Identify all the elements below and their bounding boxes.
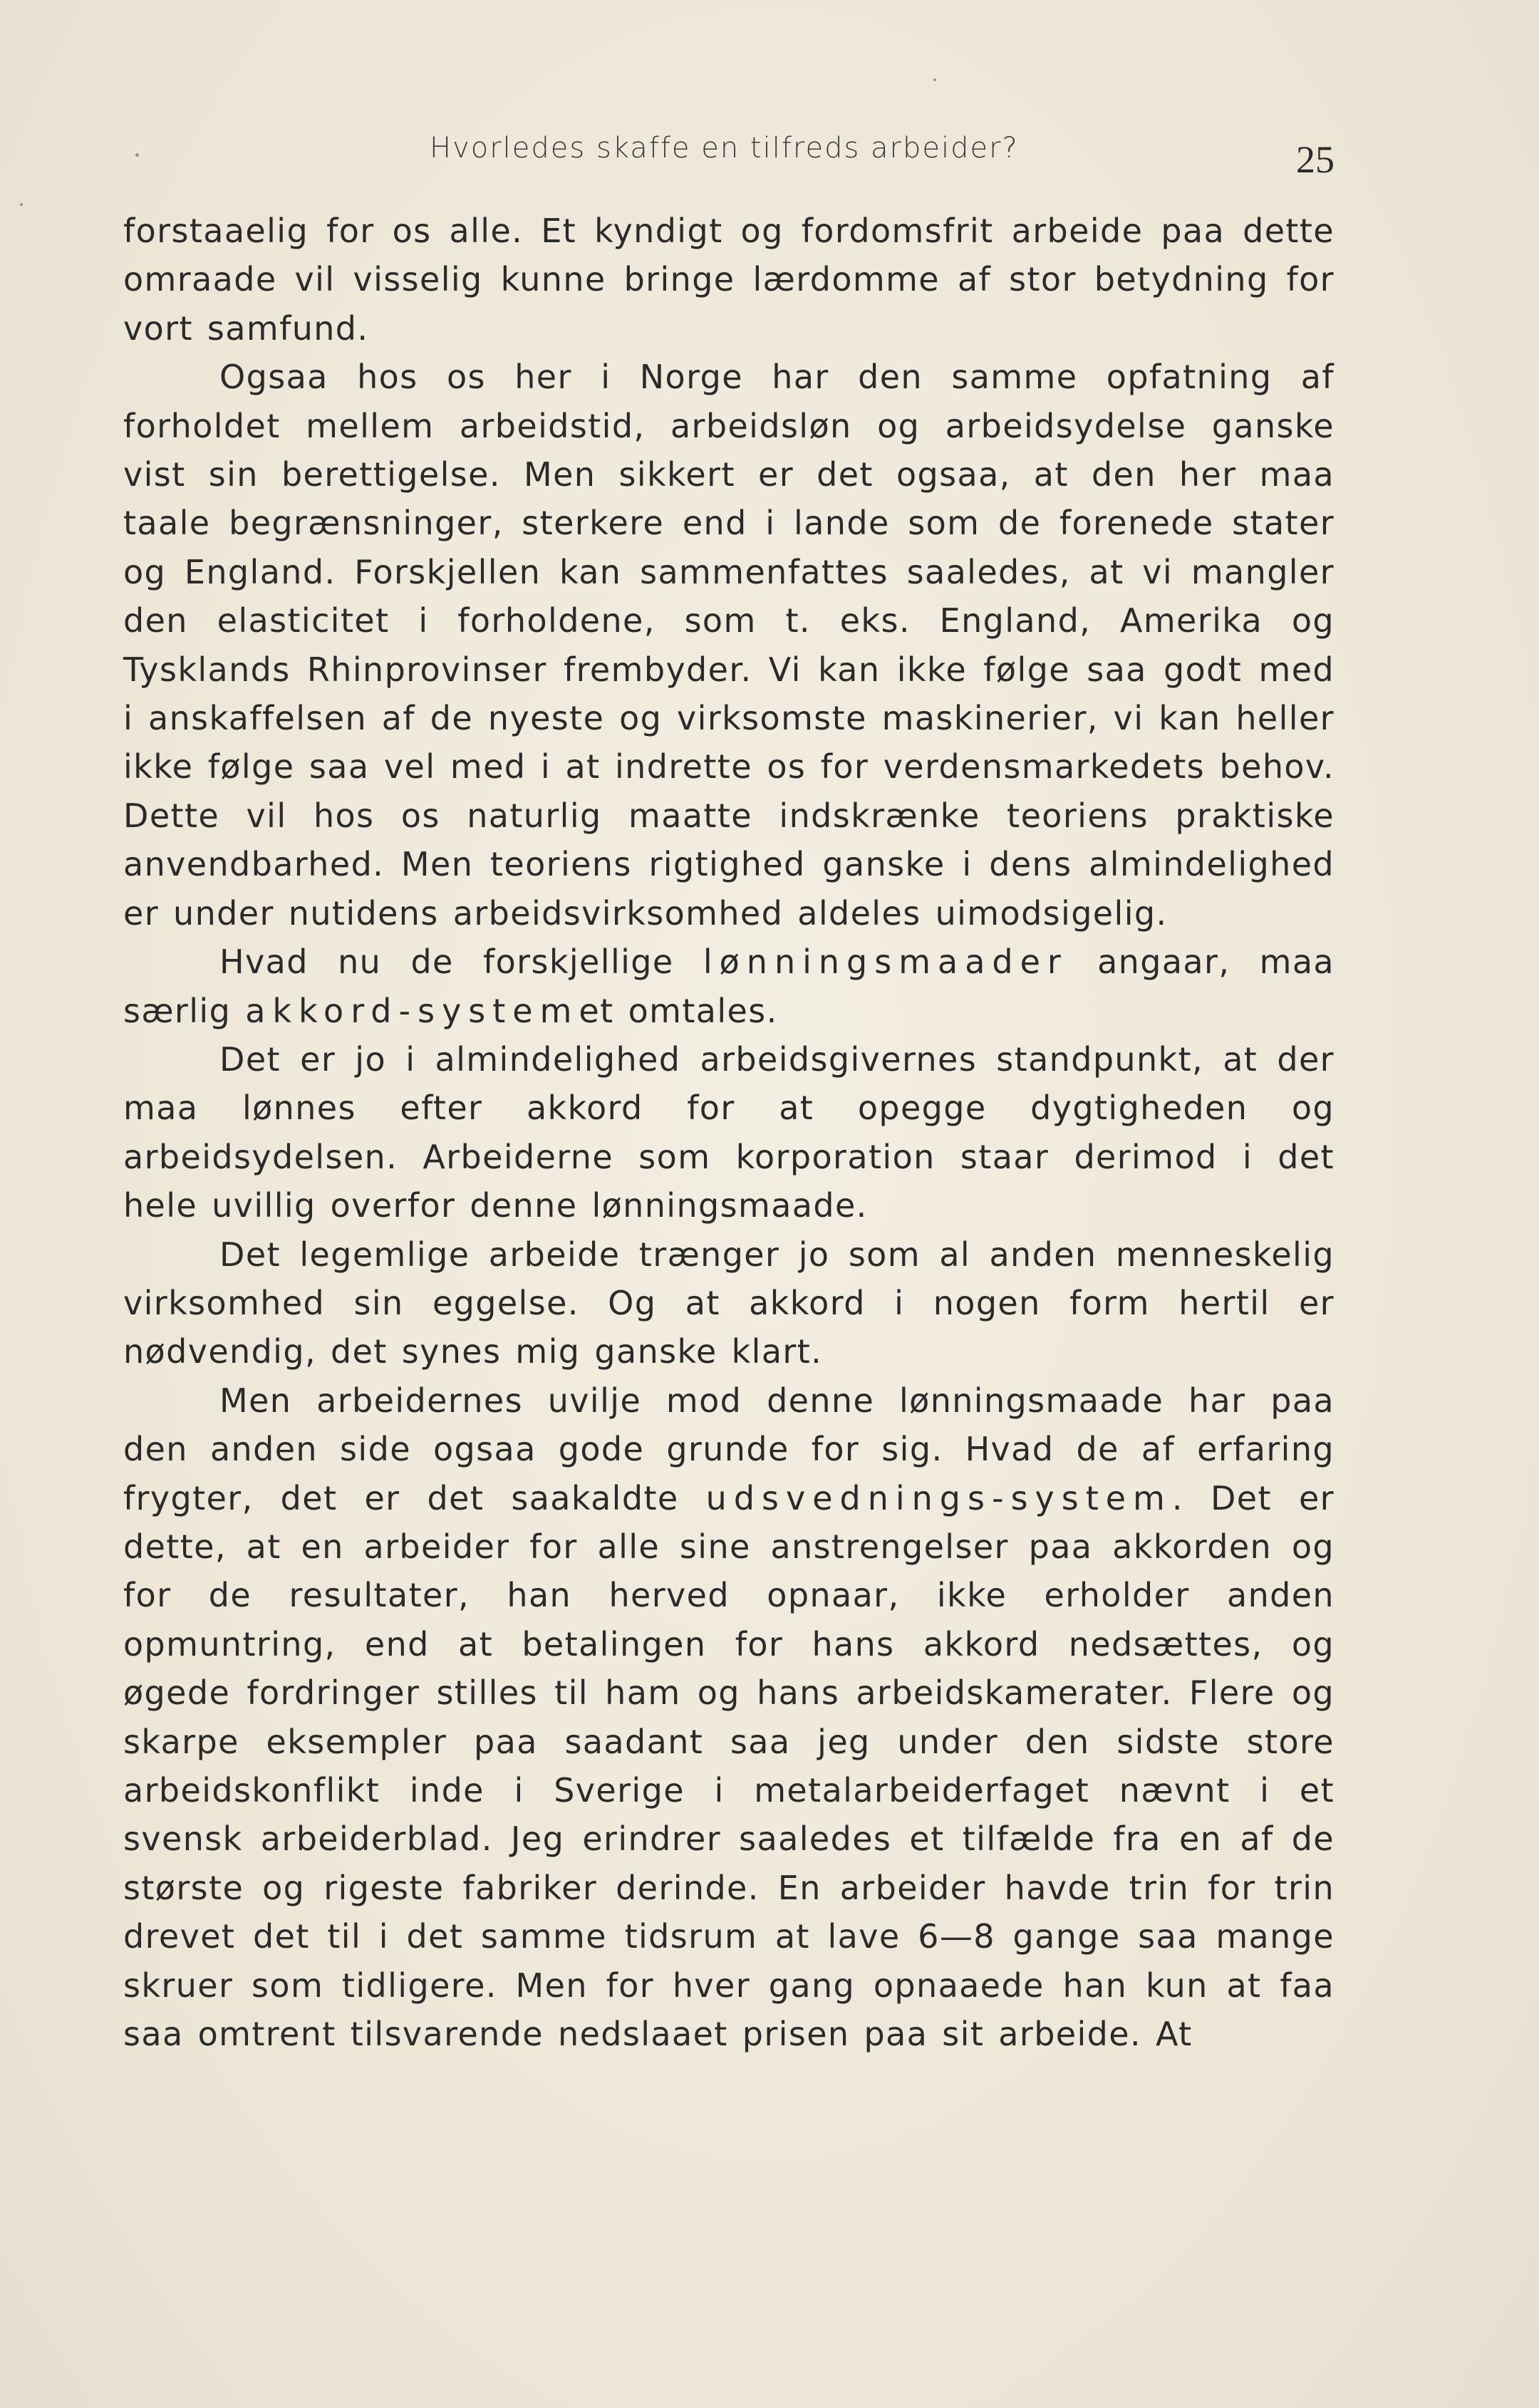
paper-speck xyxy=(20,203,23,206)
paragraph-6 xyxy=(123,1376,1335,2059)
paragraph-text: forstaaelig for os alle. Et kyndigt og fordomsfrit arbeide paa dette omraade vil visselig kunne bringe lærdomme af stor betydning for vort samfund. xyxy=(123,212,1335,348)
paragraph-text: Men arbeidernes uvilje mod denne lønningsmaade har paa den anden side ogsaa gode grunde for sig. Hvad de af erfaring frygter, det er det saakaldte xyxy=(123,1381,1335,1517)
spaced-emphasis: akkord-system xyxy=(245,991,579,1030)
running-head: Hvorledes skaffe en tilfreds arbeider? xyxy=(430,132,1019,165)
page-header xyxy=(123,132,1335,182)
paragraph-text: angaar, maa særlig xyxy=(123,943,1335,1030)
paragraph-text: et omtales. xyxy=(579,991,778,1030)
spaced-emphasis: udsvednings-system xyxy=(705,1478,1172,1517)
paper-speck xyxy=(135,153,139,157)
paragraph-text: Det legemlige arbeide trænger jo som al anden menneskelig virksomhed sin eggelse. Og at akkord i nogen form hertil er nødvendig, det synes mig ganske klart. xyxy=(123,1235,1335,1371)
paragraph-text: Ogsaa hos os her i Norge har den samme opfatning af forholdet mellem arbeidstid, arbeidsløn og arbeidsydelse ganske vist sin berettigelse. Men sikkert er det ogsaa, at den her maa taale begrænsninger, sterkere end i lande som de forenede stater og England. Forskjellen kan sammenfattes saaledes, at vi mangler den elasticitet i forholdene, som t. eks. England, Amerika og Tysklands Rhinprovinser frembyder. Vi kan ikke følge saa godt med i anskaffelsen af de nyeste og virksomste maskinerier, vi kan heller ikke følge saa vel med i at indrette os for verdensmarkedets behov. Dette vil hos os naturlig maatte indskrænke teoriens praktiske anvendbarhed. Men teoriens rigtighed ganske i dens almindelighed er under nutidens arbeidsvirksomhed aldeles uimodsigelig. xyxy=(123,358,1335,933)
spaced-emphasis: lønningsmaader xyxy=(703,943,1068,982)
paragraph-2 xyxy=(123,353,1335,938)
paragraph-4 xyxy=(123,1035,1335,1230)
paragraph-5 xyxy=(123,1230,1335,1376)
page-number: 25 xyxy=(1296,138,1335,181)
paper-speck xyxy=(933,78,936,81)
paragraph-text: Det er jo i almindelighed arbeidsgivernes standpunkt, at der maa lønnes efter akkord for at opegge dygtigheden og arbeidsydelsen. Arbeiderne som korporation staar derimod i det hele uvillig overfor denne lønningsmaade. xyxy=(123,1039,1335,1225)
body-text xyxy=(123,207,1335,2058)
paragraph-text: . Det er dette, at en arbeider for alle sine anstrengelser paa akkorden og for de resultater, han herved opnaar, ikke erholder anden opmuntring, end at betalingen for hans akkord nedsættes, og øgede fordringer stilles til ham og hans arbeidskamerater. Flere og skarpe eksempler paa saadant saa jeg under den sidste store arbeidskonflikt inde i Sverige i metalarbeiderfaget nævnt i et svensk arbeiderblad. Jeg erindrer saaledes et tilfælde fra en af de største og rigeste fabriker derinde. En arbeider havde trin for trin drevet det til i det samme tidsrum at lave 6—8 gange saa mange skruer som tidligere. Men for hver gang opnaaede han kun at faa saa omtrent tilsvarende nedslaaet prisen paa sit arbeide. At xyxy=(123,1478,1335,2054)
paragraph-1 xyxy=(123,207,1335,353)
paragraph-text: Hvad nu de forskjellige xyxy=(219,943,703,982)
paragraph-3 xyxy=(123,938,1335,1035)
